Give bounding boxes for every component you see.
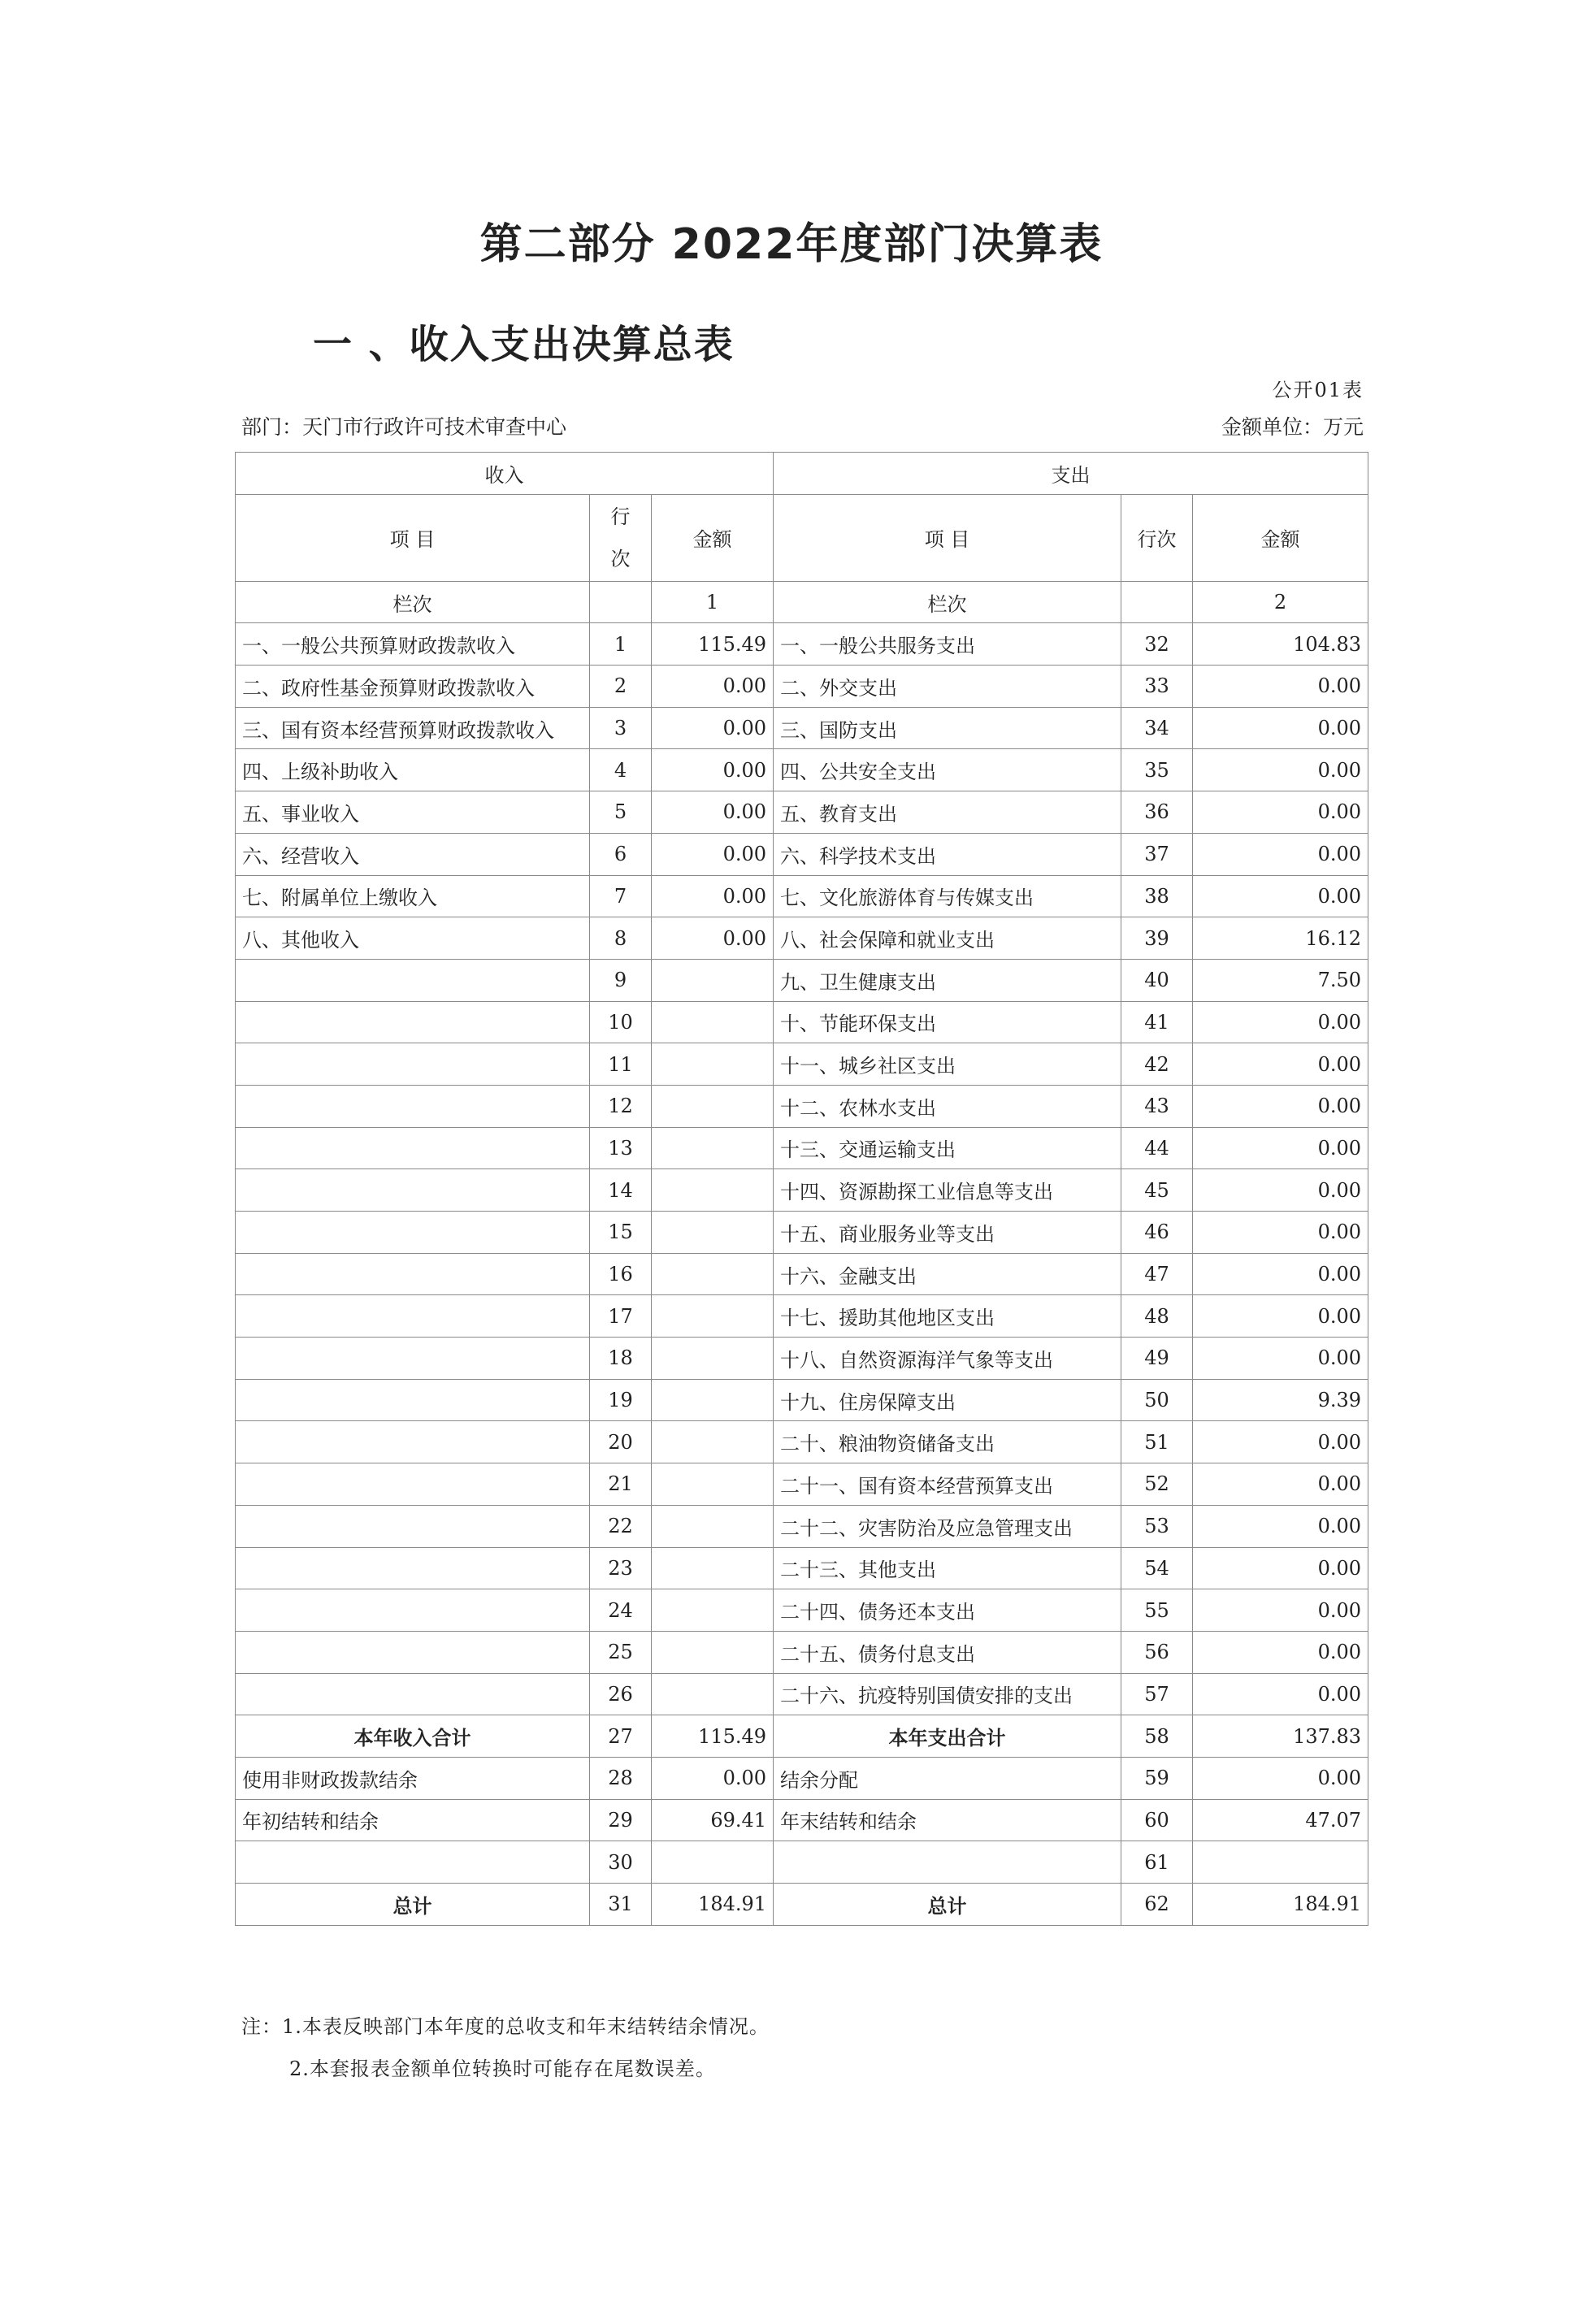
expense-item-cell: 六、科学技术支出 — [774, 833, 1121, 875]
expense-item-cell: 十二、农林水支出 — [774, 1085, 1121, 1127]
income-amount-cell: 0.00 — [652, 707, 774, 749]
income-rowno-cell: 7 — [590, 875, 652, 917]
expense-amount-cell: 0.00 — [1193, 749, 1368, 791]
expense-amount-cell: 0.00 — [1193, 707, 1368, 749]
expense-amount-cell: 0.00 — [1193, 1212, 1368, 1254]
table-row — [236, 1673, 1368, 1715]
income-amount-cell: 0.00 — [652, 791, 774, 834]
income-amount-cell: 0.00 — [652, 666, 774, 708]
expense-rowno-cell: 59 — [1121, 1757, 1193, 1799]
income-rowno-cell: 29 — [590, 1799, 652, 1841]
income-rowno-cell: 1 — [590, 623, 652, 666]
table-row — [236, 1085, 1368, 1127]
expense-item-cell: 十六、金融支出 — [774, 1253, 1121, 1295]
income-rowno-cell: 23 — [590, 1547, 652, 1589]
income-amount-cell — [652, 1338, 774, 1380]
expense-rowno-cell: 39 — [1121, 917, 1193, 960]
income-column-label: 栏次 — [236, 581, 590, 623]
expense-item-cell: 年末结转和结余 — [774, 1799, 1121, 1841]
expense-amount-cell: 0.00 — [1193, 1253, 1368, 1295]
expense-rowno-cell: 33 — [1121, 666, 1193, 708]
income-amount-cell — [652, 1253, 774, 1295]
income-rowno-cell: 18 — [590, 1338, 652, 1380]
income-item-cell: 六、经营收入 — [236, 833, 590, 875]
income-item-cell — [236, 1463, 590, 1506]
expense-item-cell: 十七、援助其他地区支出 — [774, 1295, 1121, 1338]
page-title: 第二部分 2022年度部门决算表 — [479, 220, 1104, 269]
income-rowno-cell: 26 — [590, 1673, 652, 1715]
expense-item-cell: 十五、商业服务业等支出 — [774, 1212, 1121, 1254]
income-item-cell: 八、其他收入 — [236, 917, 590, 960]
expense-amount-cell: 137.83 — [1193, 1715, 1368, 1758]
income-rowno-header — [590, 494, 652, 581]
expense-amount-cell: 0.00 — [1193, 1757, 1368, 1799]
expense-rowno-cell: 32 — [1121, 623, 1193, 666]
income-amount-cell — [652, 1001, 774, 1043]
expense-item-cell: 二、外交支出 — [774, 666, 1121, 708]
income-item-cell — [236, 1127, 590, 1169]
income-item-cell — [236, 959, 590, 1001]
income-amount-cell — [652, 1589, 774, 1632]
expense-rowno-cell: 56 — [1121, 1631, 1193, 1673]
table-row — [236, 1338, 1368, 1380]
income-item-header: 项 目 — [236, 494, 590, 581]
expense-rowno-cell: 60 — [1121, 1799, 1193, 1841]
income-item-cell — [236, 1421, 590, 1463]
table-row — [236, 1379, 1368, 1421]
income-item-cell — [236, 1841, 590, 1884]
expense-item-cell: 五、教育支出 — [774, 791, 1121, 834]
income-rowno-cell: 14 — [590, 1169, 652, 1212]
expense-rowno-cell: 42 — [1121, 1043, 1193, 1086]
table-summary-row — [236, 1715, 1368, 1758]
income-item-cell — [236, 1043, 590, 1086]
expense-column-label: 栏次 — [774, 581, 1121, 623]
income-amount-cell — [652, 1421, 774, 1463]
income-amount-header: 金额 — [652, 494, 774, 581]
table-row — [236, 1589, 1368, 1632]
expense-rowno-cell: 35 — [1121, 749, 1193, 791]
income-item-cell: 七、附属单位上缴收入 — [236, 875, 590, 917]
expense-rowno-cell: 49 — [1121, 1338, 1193, 1380]
expense-item-cell: 二十六、抗疫特别国债安排的支出 — [774, 1673, 1121, 1715]
table-row — [236, 1505, 1368, 1547]
table-row — [236, 1799, 1368, 1841]
expense-rowno-cell: 53 — [1121, 1505, 1193, 1547]
rowno-top: 行 — [610, 505, 631, 528]
income-amount-cell — [652, 1841, 774, 1884]
income-amount-cell — [652, 1379, 774, 1421]
expense-amount-cell: 7.50 — [1193, 959, 1368, 1001]
income-rowno-cell: 2 — [590, 666, 652, 708]
expense-amount-cell: 0.00 — [1193, 1505, 1368, 1547]
expense-rowno-cell: 62 — [1121, 1884, 1193, 1926]
table-row — [236, 1463, 1368, 1506]
income-item-cell — [236, 1673, 590, 1715]
income-rowno-cell: 8 — [590, 917, 652, 960]
expense-item-cell: 二十、粮油物资储备支出 — [774, 1421, 1121, 1463]
expense-amount-cell: 0.00 — [1193, 1001, 1368, 1043]
expense-amount-cell: 0.00 — [1193, 1463, 1368, 1506]
expense-amount-cell: 0.00 — [1193, 1338, 1368, 1380]
department-label: 部门：天门市行政许可技术审查中心 — [241, 415, 567, 439]
income-item-cell: 使用非财政拨款结余 — [236, 1757, 590, 1799]
expense-item-cell: 三、国防支出 — [774, 707, 1121, 749]
income-item-cell — [236, 1631, 590, 1673]
expense-item-cell: 总计 — [774, 1884, 1121, 1926]
table-row — [236, 1001, 1368, 1043]
income-item-cell — [236, 1085, 590, 1127]
expense-item-cell: 十八、自然资源海洋气象等支出 — [774, 1338, 1121, 1380]
income-item-cell — [236, 1589, 590, 1632]
expense-item-cell: 二十三、其他支出 — [774, 1547, 1121, 1589]
income-amount-cell: 0.00 — [652, 749, 774, 791]
income-amount-cell — [652, 1673, 774, 1715]
income-rowno-cell: 20 — [590, 1421, 652, 1463]
income-column-number: 1 — [652, 581, 774, 623]
expense-item-cell: 结余分配 — [774, 1757, 1121, 1799]
income-item-cell — [236, 1505, 590, 1547]
income-rowno-cell: 22 — [590, 1505, 652, 1547]
income-amount-cell — [652, 1043, 774, 1086]
income-item-cell: 年初结转和结余 — [236, 1799, 590, 1841]
income-item-cell — [236, 1379, 590, 1421]
income-rowno-cell: 3 — [590, 707, 652, 749]
income-amount-cell — [652, 1547, 774, 1589]
income-amount-cell — [652, 1463, 774, 1506]
table-row — [236, 1212, 1368, 1254]
income-header: 收入 — [236, 453, 774, 495]
expense-rowno-cell: 52 — [1121, 1463, 1193, 1506]
income-amount-cell: 0.00 — [652, 1757, 774, 1799]
expense-rowno-cell: 61 — [1121, 1841, 1193, 1884]
table-row — [236, 791, 1368, 834]
expense-amount-cell: 9.39 — [1193, 1379, 1368, 1421]
expense-item-cell: 八、社会保障和就业支出 — [774, 917, 1121, 960]
table-summary-row — [236, 1884, 1368, 1926]
expense-item-cell: 十、节能环保支出 — [774, 1001, 1121, 1043]
income-item-cell — [236, 1338, 590, 1380]
expense-item-cell: 九、卫生健康支出 — [774, 959, 1121, 1001]
expense-rowno-cell: 44 — [1121, 1127, 1193, 1169]
table-row — [236, 1169, 1368, 1212]
income-rowno-cell: 13 — [590, 1127, 652, 1169]
income-item-cell — [236, 1169, 590, 1212]
expense-rowno-cell: 55 — [1121, 1589, 1193, 1632]
income-rowno-cell: 21 — [590, 1463, 652, 1506]
empty-cell — [1121, 581, 1193, 623]
expense-rowno-cell: 36 — [1121, 791, 1193, 834]
income-rowno-cell: 9 — [590, 959, 652, 1001]
expense-amount-cell: 0.00 — [1193, 1043, 1368, 1086]
expense-amount-cell: 0.00 — [1193, 1421, 1368, 1463]
expense-rowno-cell: 34 — [1121, 707, 1193, 749]
income-amount-cell — [652, 1212, 774, 1254]
expense-rowno-cell: 47 — [1121, 1253, 1193, 1295]
table-row — [236, 833, 1368, 875]
expense-item-cell: 十一、城乡社区支出 — [774, 1043, 1121, 1086]
expense-item-cell: 二十一、国有资本经营预算支出 — [774, 1463, 1121, 1506]
table-row — [236, 1295, 1368, 1338]
expense-item-cell: 二十二、灾害防治及应急管理支出 — [774, 1505, 1121, 1547]
expense-rowno-cell: 41 — [1121, 1001, 1193, 1043]
income-item-cell — [236, 1547, 590, 1589]
table-row — [236, 875, 1368, 917]
table-row — [236, 1547, 1368, 1589]
empty-cell — [590, 581, 652, 623]
table-row — [236, 1841, 1368, 1884]
expense-item-cell: 七、文化旅游体育与传媒支出 — [774, 875, 1121, 917]
expense-amount-cell: 0.00 — [1193, 833, 1368, 875]
expense-rowno-cell: 45 — [1121, 1169, 1193, 1212]
income-item-cell: 三、国有资本经营预算财政拨款收入 — [236, 707, 590, 749]
amount-unit-label: 金额单位：万元 — [1221, 415, 1364, 439]
table-row — [236, 1757, 1368, 1799]
expense-amount-cell: 0.00 — [1193, 1631, 1368, 1673]
income-amount-cell — [652, 1127, 774, 1169]
income-rowno-cell: 5 — [590, 791, 652, 834]
expense-rowno-cell: 43 — [1121, 1085, 1193, 1127]
income-rowno-cell: 28 — [590, 1757, 652, 1799]
income-rowno-cell: 27 — [590, 1715, 652, 1758]
income-item-cell: 二、政府性基金预算财政拨款收入 — [236, 666, 590, 708]
income-amount-cell — [652, 1085, 774, 1127]
table-row — [236, 1631, 1368, 1673]
expense-column-number: 2 — [1193, 581, 1368, 623]
expense-item-cell: 一、一般公共服务支出 — [774, 623, 1121, 666]
expense-item-cell: 二十四、债务还本支出 — [774, 1589, 1121, 1632]
income-amount-cell: 115.49 — [652, 623, 774, 666]
expense-item-header: 项 目 — [774, 494, 1121, 581]
expense-rowno-cell: 40 — [1121, 959, 1193, 1001]
income-rowno-cell: 11 — [590, 1043, 652, 1086]
income-rowno-cell: 16 — [590, 1253, 652, 1295]
income-amount-cell: 0.00 — [652, 875, 774, 917]
table-row — [236, 1127, 1368, 1169]
income-amount-cell: 184.91 — [652, 1884, 774, 1926]
note-2: 2.本套报表金额单位转换时可能存在尾数误差。 — [289, 2057, 716, 2080]
income-rowno-cell: 30 — [590, 1841, 652, 1884]
table-row — [236, 749, 1368, 791]
income-rowno-cell: 4 — [590, 749, 652, 791]
income-rowno-cell: 6 — [590, 833, 652, 875]
expense-amount-cell: 16.12 — [1193, 917, 1368, 960]
income-item-cell — [236, 1001, 590, 1043]
income-item-cell: 五、事业收入 — [236, 791, 590, 834]
expense-rowno-cell: 54 — [1121, 1547, 1193, 1589]
expense-rowno-cell: 37 — [1121, 833, 1193, 875]
table-row — [236, 1253, 1368, 1295]
income-item-cell: 总计 — [236, 1884, 590, 1926]
table-row — [236, 707, 1368, 749]
income-amount-cell: 115.49 — [652, 1715, 774, 1758]
expense-amount-cell: 0.00 — [1193, 1547, 1368, 1589]
income-item-cell — [236, 1253, 590, 1295]
income-expense-table — [235, 452, 1368, 1926]
expense-amount-cell: 47.07 — [1193, 1799, 1368, 1841]
income-amount-cell: 69.41 — [652, 1799, 774, 1841]
expense-rowno-cell: 51 — [1121, 1421, 1193, 1463]
income-item-cell: 本年收入合计 — [236, 1715, 590, 1758]
expense-amount-cell: 184.91 — [1193, 1884, 1368, 1926]
expense-amount-cell: 0.00 — [1193, 666, 1368, 708]
expense-amount-cell: 0.00 — [1193, 1127, 1368, 1169]
expense-amount-cell: 0.00 — [1193, 875, 1368, 917]
income-rowno-cell: 24 — [590, 1589, 652, 1632]
expense-amount-cell: 0.00 — [1193, 1085, 1368, 1127]
expense-item-cell: 十三、交通运输支出 — [774, 1127, 1121, 1169]
form-number: 公开01表 — [1272, 379, 1364, 401]
expense-item-cell: 十九、住房保障支出 — [774, 1379, 1121, 1421]
expense-amount-header: 金额 — [1193, 494, 1368, 581]
expense-item-cell: 二十五、债务付息支出 — [774, 1631, 1121, 1673]
table-row — [236, 917, 1368, 960]
expense-item-cell: 十四、资源勘探工业信息等支出 — [774, 1169, 1121, 1212]
income-rowno-cell: 17 — [590, 1295, 652, 1338]
expense-rowno-cell: 50 — [1121, 1379, 1193, 1421]
income-rowno-cell: 31 — [590, 1884, 652, 1926]
expense-rowno-cell: 38 — [1121, 875, 1193, 917]
income-item-cell — [236, 1212, 590, 1254]
income-item-cell: 四、上级补助收入 — [236, 749, 590, 791]
table-row — [236, 1043, 1368, 1086]
expense-amount-cell: 0.00 — [1193, 791, 1368, 834]
section-title: 一 、收入支出决算总表 — [313, 322, 735, 367]
income-rowno-cell: 19 — [590, 1379, 652, 1421]
expense-rowno-cell: 46 — [1121, 1212, 1193, 1254]
table-row — [236, 666, 1368, 708]
income-amount-cell: 0.00 — [652, 833, 774, 875]
income-item-cell: 一、一般公共预算财政拨款收入 — [236, 623, 590, 666]
income-rowno-cell: 15 — [590, 1212, 652, 1254]
expense-rowno-cell: 48 — [1121, 1295, 1193, 1338]
expense-amount-cell: 104.83 — [1193, 623, 1368, 666]
income-item-cell — [236, 1295, 590, 1338]
income-amount-cell: 0.00 — [652, 917, 774, 960]
income-rowno-cell: 10 — [590, 1001, 652, 1043]
expense-rowno-cell: 57 — [1121, 1673, 1193, 1715]
income-amount-cell — [652, 1631, 774, 1673]
expense-rowno-cell: 58 — [1121, 1715, 1193, 1758]
income-rowno-cell: 12 — [590, 1085, 652, 1127]
expense-item-cell: 四、公共安全支出 — [774, 749, 1121, 791]
expense-amount-cell: 0.00 — [1193, 1589, 1368, 1632]
expense-amount-cell — [1193, 1841, 1368, 1884]
table-row — [236, 959, 1368, 1001]
expense-amount-cell: 0.00 — [1193, 1169, 1368, 1212]
income-amount-cell — [652, 959, 774, 1001]
note-1: 注：1.本表反映部门本年度的总收支和年末结转结余情况。 — [241, 2015, 770, 2038]
expense-item-cell — [774, 1841, 1121, 1884]
income-amount-cell — [652, 1295, 774, 1338]
income-amount-cell — [652, 1505, 774, 1547]
income-amount-cell — [652, 1169, 774, 1212]
expense-item-cell: 本年支出合计 — [774, 1715, 1121, 1758]
expense-rowno-header: 行次 — [1121, 494, 1193, 581]
expense-amount-cell: 0.00 — [1193, 1295, 1368, 1338]
income-rowno-cell: 25 — [590, 1631, 652, 1673]
table-row — [236, 1421, 1368, 1463]
expense-header: 支出 — [774, 453, 1368, 495]
table-row — [236, 623, 1368, 666]
rowno-bottom: 次 — [610, 547, 631, 570]
expense-amount-cell: 0.00 — [1193, 1673, 1368, 1715]
